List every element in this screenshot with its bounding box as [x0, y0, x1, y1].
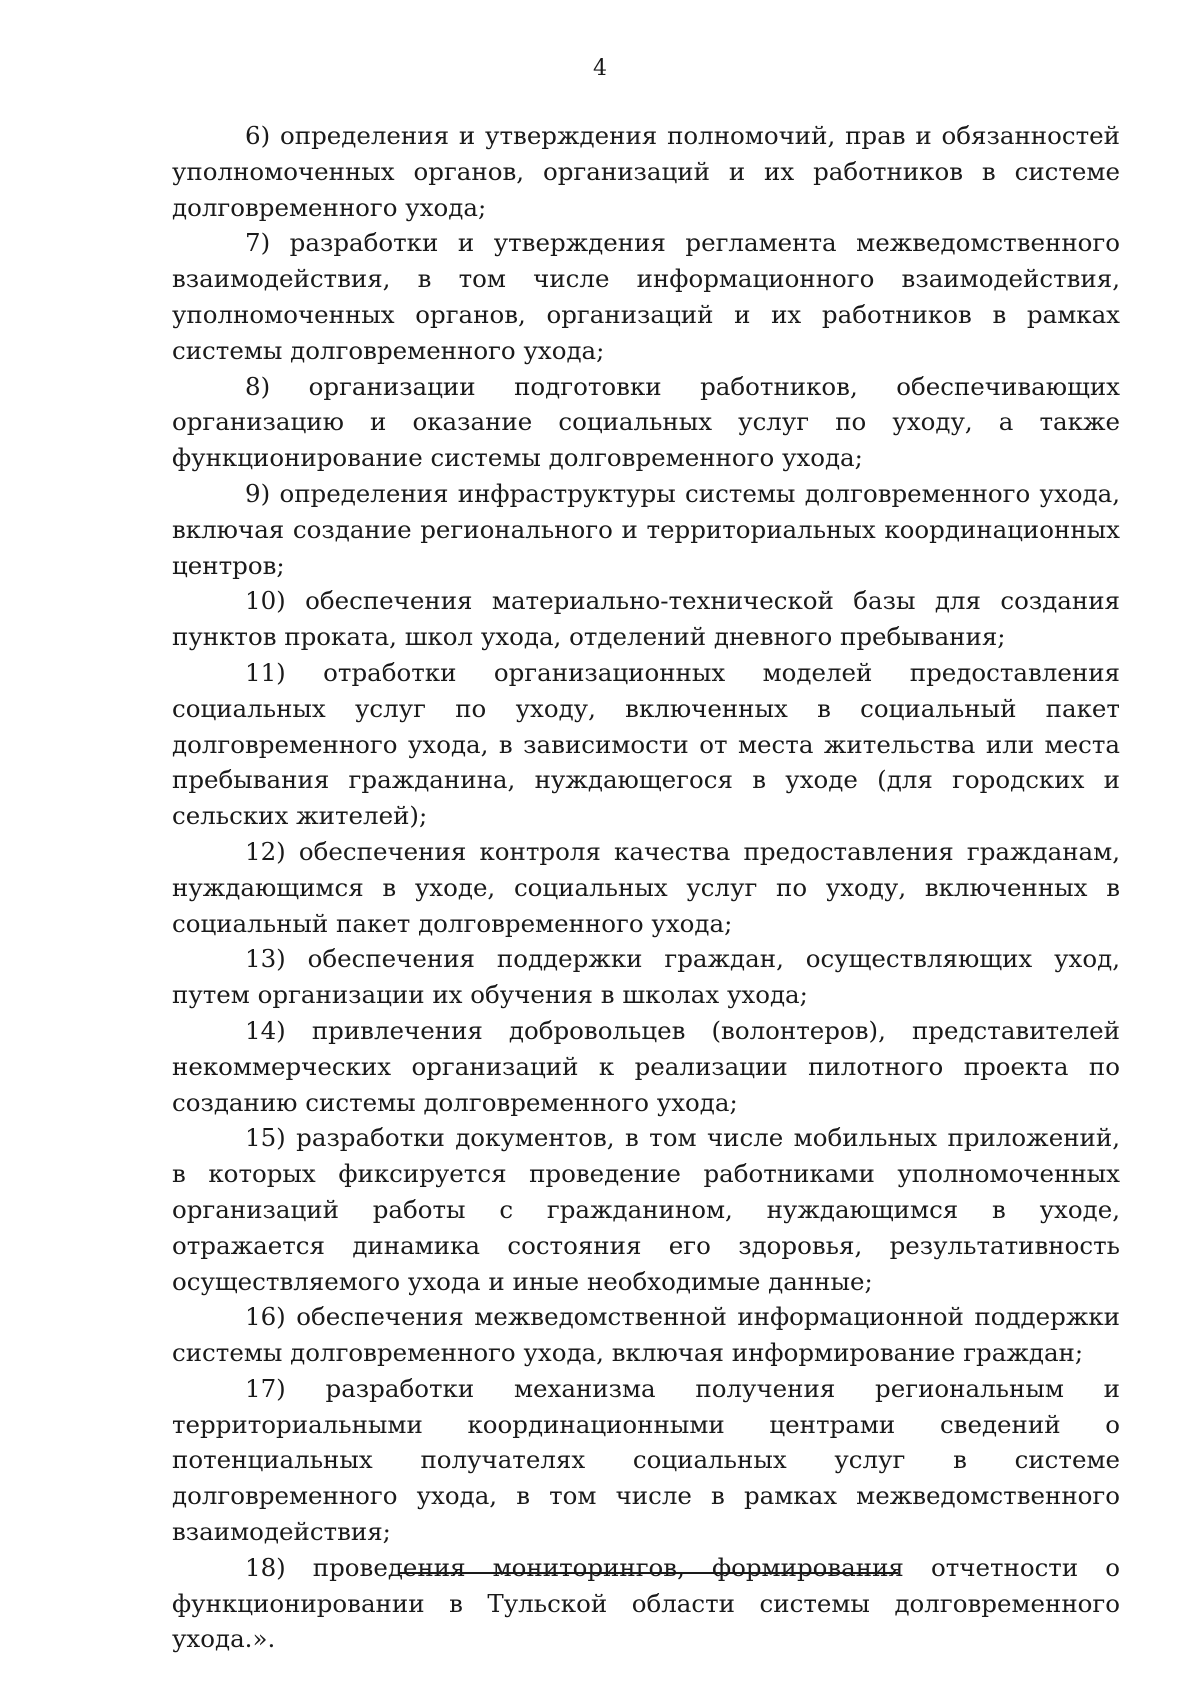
list-item-11: 11) отработки организационных моделей предоставления социальных услуг по уходу, включенных в социальный пакет долговременного ухода, в зависимости от места жительства или места пребывания гражданина, нуждающегося в уходе (для городских и сельских жителей);	[172, 657, 1120, 831]
list-item-13: 13) обеспечения поддержки граждан, осуществляющих уход, путем организации их обучения в школах ухода;	[172, 944, 1120, 1010]
list-item-9: 9) определения инфраструктуры системы долговременного ухода, включая создание регионального и территориальных координационных центров;	[172, 478, 1120, 580]
list-item-16: 16) обеспечения межведомственной информационной поддержки системы долговременного ухода, включая информирование граждан;	[172, 1302, 1120, 1368]
list-item-10: 10) обеспечения материально-технической базы для создания пунктов проката, школ ухода, отделений дневного пребывания;	[172, 586, 1120, 652]
end-of-document-rule	[398, 1572, 898, 1574]
list-item-8: 8) организации подготовки работников, обеспечивающих организацию и оказание социальных услуг по уходу, а также функционирование системы долговременного ухода;	[172, 371, 1120, 473]
list-item-12: 12) обеспечения контроля качества предоставления гражданам, нуждающимся в уходе, социальных услуг по уходу, включенных в социальный пакет долговременного ухода;	[172, 836, 1120, 938]
list-body	[172, 118, 1120, 1657]
list-item-18: 18) проведения мониторингов, формирования отчетности о функционировании в Тульской области системы долговременного ухода.».	[172, 1552, 1120, 1654]
list-item-6: 6) определения и утверждения полномочий, прав и обязанностей уполномоченных органов, организаций и их работников в системе долговременного ухода;	[172, 121, 1120, 222]
list-item-15: 15) разработки документов, в том числе мобильных приложений, в которых фиксируется проведение работниками уполномоченных организаций работы с гражданином, нуждающимся в уходе, отражается динамика состояния его здоровья, результативность осуществляемого ухода и иные необходимые данные;	[172, 1123, 1120, 1296]
list-item-17: 17) разработки механизма получения региональным и территориальными координационными центрами сведений о потенциальных получателях социальных услуг в системе долговременного ухода, в том числе в рамках межведомственного взаимодействия;	[172, 1373, 1120, 1547]
list-item-14: 14) привлечения добровольцев (волонтеров), представителей некоммерческих организаций к реализации пилотного проекта по созданию системы долговременного ухода;	[172, 1015, 1120, 1117]
list-item-7: 7) разработки и утверждения регламента межведомственного взаимодействия, в том числе информационного взаимодействия, уполномоченных органов, организаций и их работников в рамках системы долговременного ухода;	[172, 228, 1120, 365]
page-number: 4	[593, 56, 607, 81]
